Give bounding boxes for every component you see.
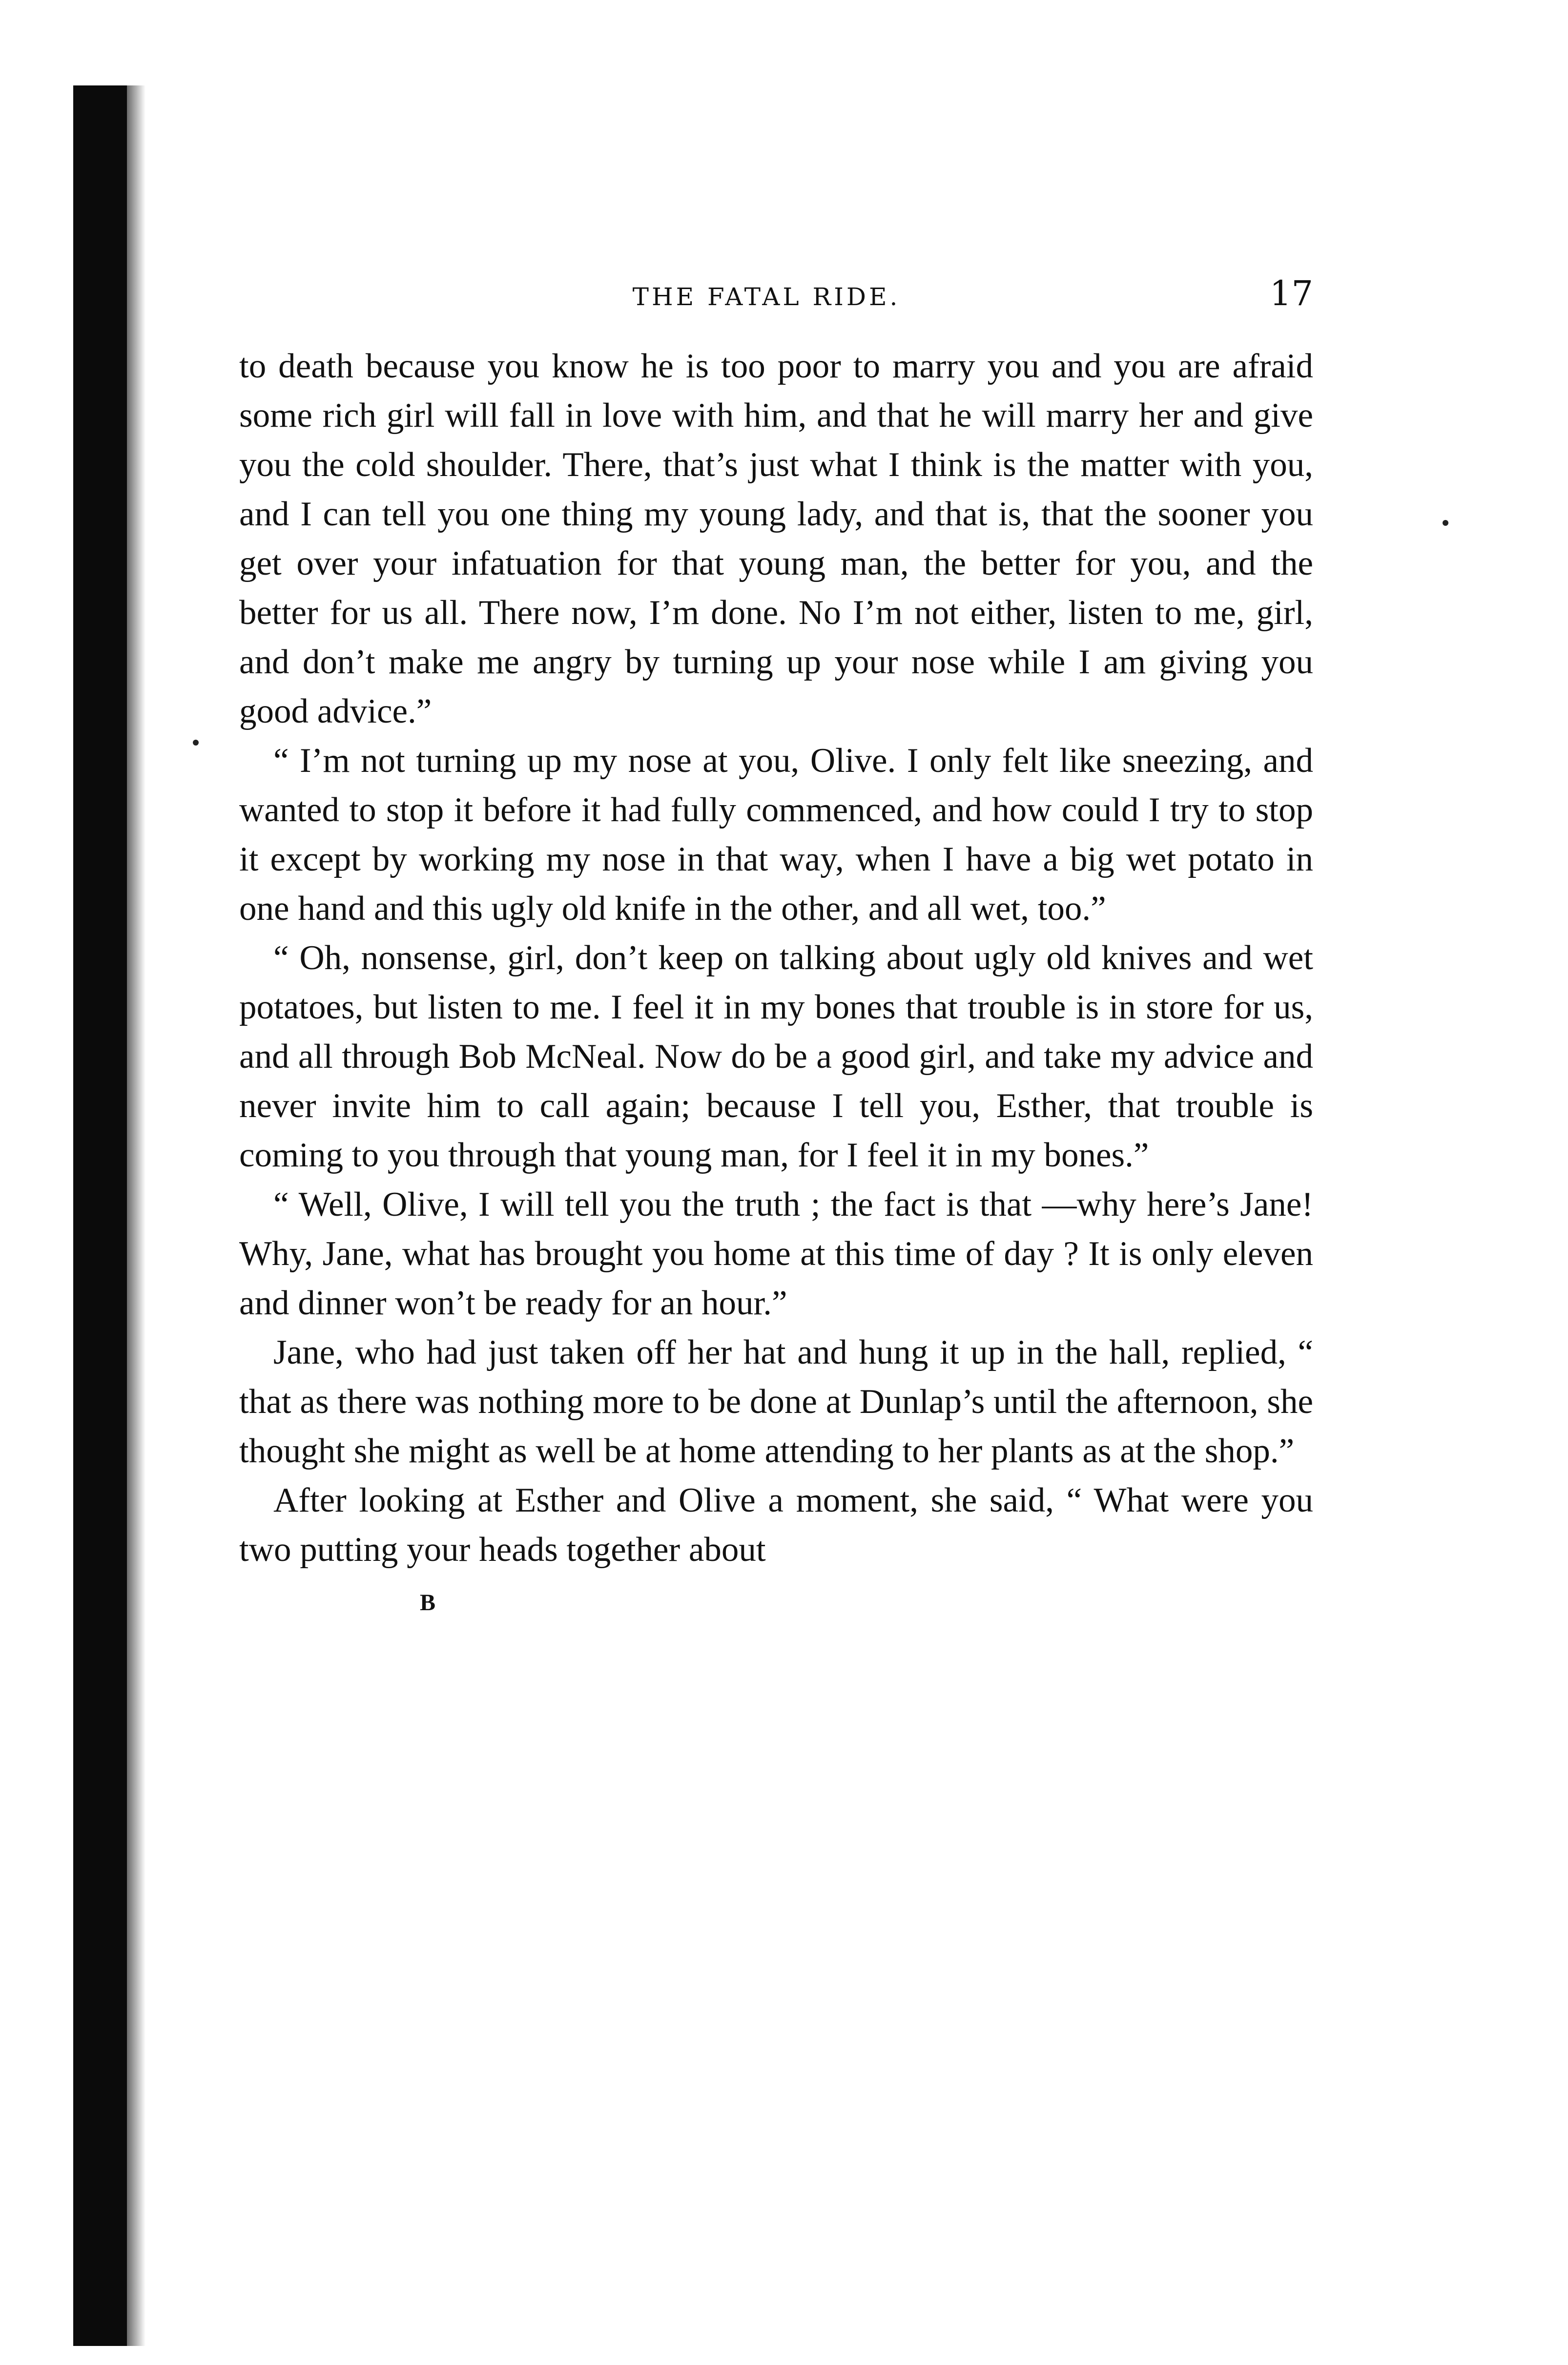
signature-mark: B: [420, 1590, 436, 1616]
print-speck: [193, 740, 199, 746]
body-text: [239, 342, 1313, 1575]
paragraph: “ Well, Olive, I will tell you the truth ; the fact is that —why here’s Jane! Why, Jane, what has brought you home at this time of day ? It is only eleven and dinner won’t be ready for an hour.”: [239, 1185, 1313, 1322]
paragraph: Jane, who had just taken off her hat and hung it up in the hall, replied, “ that as there was nothing more to be done at Dunlap’s until the afternoon, she thought she might as well be at home attending to her plants as at the shop.”: [239, 1333, 1313, 1470]
page-number: 17: [1269, 273, 1313, 313]
paragraph: “ Oh, nonsense, girl, don’t keep on talking about ugly old knives and wet potatoes, but listen to me. I feel it in my bones that trouble is in store for us, and all through Bob McNeal. Now do be a good girl, and take my advice and never invite him to call again; because I tell you, Esther, that trouble is coming to you through that young man, for I feel it in my bones.”: [239, 939, 1313, 1174]
print-speck: [1443, 520, 1448, 526]
gutter-gradient: [127, 85, 145, 2346]
running-title: THE FATAL RIDE.: [632, 283, 901, 311]
paragraph: After looking at Esther and Olive a moment, she said, “ What were you two putting your heads together about: [239, 1481, 1313, 1569]
running-head: [239, 273, 1313, 322]
book-page: [239, 273, 1313, 1616]
book-spine-shadow: [73, 85, 127, 2346]
paragraph: “ I’m not turning up my nose at you, Olive. I only felt like sneezing, and wanted to stop it before it had fully commenced, and how could I try to stop it except by working my nose in that way, when I have a big wet potato in one hand and this ugly old knife in the other, and all wet, too.”: [239, 742, 1313, 928]
paragraph: to death because you know he is too poor to marry you and you are afraid some rich girl will fall in love with him, and that he will marry her and give you the cold shoulder. There, that’s just what I think is the matter with you, and I can tell you one thing my young lady, and that is, that the sooner you get over your infatuation for that young man, the better for you, and the better for us all. There now, I’m done. No I’m not either, listen to me, girl, and don’t make me angry by turning up your nose while I am giving you good advice.”: [239, 347, 1313, 730]
